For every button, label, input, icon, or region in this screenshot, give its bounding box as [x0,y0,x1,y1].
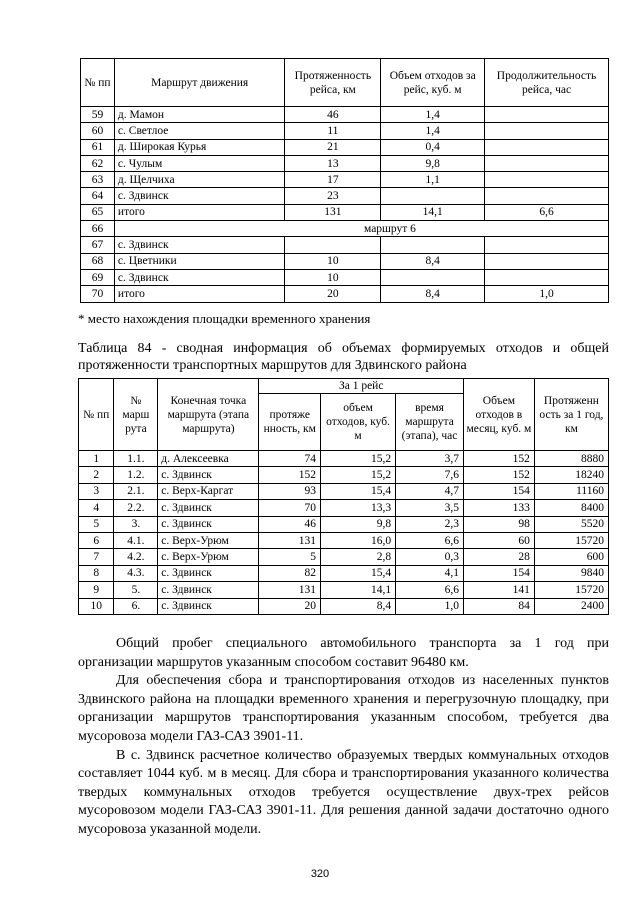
cell-route-no: 1.2. [114,467,158,483]
cell-endpoint: с. Здвинск [158,467,259,483]
cell-route-no: 6. [114,598,158,614]
table-row [79,598,609,614]
cell-year-length: 2400 [534,598,608,614]
cell-time: 3,5 [396,500,464,516]
table-row [79,549,609,565]
summary-table [78,378,609,615]
header-time: время маршрута (этапа), час [396,394,464,451]
cell-route: с. Здвинск [114,269,284,285]
cell-length: 46 [259,516,321,532]
cell-volume: 14,1 [381,204,485,220]
cell-month-volume: 133 [463,500,534,516]
cell-length: 21 [285,139,381,155]
cell-volume: 0,4 [381,139,485,155]
cell-duration: 6,6 [485,204,609,220]
header-per-trip: За 1 рейс [259,379,463,394]
cell-length: 82 [259,565,321,581]
cell-route-no: 4.1. [114,532,158,548]
cell-volume: 9,8 [381,155,485,171]
table-row [79,532,609,548]
table-header-row [81,59,609,107]
table-row [79,467,609,483]
cell-endpoint: с. Верх-Каргат [158,483,259,499]
cell-route: д. Широкая Курья [114,139,284,155]
header-route: Маршрут движения [114,59,284,107]
cell-year-length: 9840 [534,565,608,581]
table-row [81,107,609,123]
cell-month-volume: 152 [463,451,534,467]
cell-route: с. Здвинск [114,237,284,253]
header-duration: Продолжительность рейса, час [485,59,609,107]
cell-month-volume: 141 [463,582,534,598]
cell-length: 20 [259,598,321,614]
cell-route: с. Светлое [114,123,284,139]
cell-no: 66 [81,221,115,237]
table-header-row [79,379,609,394]
cell-volume [381,269,485,285]
cell-no: 5 [79,516,114,532]
table-row [81,139,609,155]
cell-duration [485,172,609,188]
cell-endpoint: д. Алексеевка [158,451,259,467]
cell-no: 69 [81,269,115,285]
cell-no: 64 [81,188,115,204]
cell-duration [485,188,609,204]
cell-duration [485,123,609,139]
cell-route-no: 1.1. [114,451,158,467]
page-number: 320 [310,868,330,880]
table-row [81,155,609,171]
table-row [81,123,609,139]
cell-month-volume: 84 [463,598,534,614]
cell-no: 67 [81,237,115,253]
cell-year-length: 15720 [534,582,608,598]
cell-length: 46 [285,107,381,123]
cell-year-length: 11160 [534,483,608,499]
paragraph: В с. Здвинск расчетное количество образуемых твердых коммунальных отходов составляет 1044 куб. м в месяц. Для сбора и транспортирования указанного количества твердых коммунальных отходов требуется осуществление двух-трех рейсов мусоровозом модели ГАЗ-САЗ 3901-11. Для решения данной задачи достаточно одного мусоровоза указанной модели. [78,747,609,837]
cell-length: 152 [259,467,321,483]
cell-length: 74 [259,451,321,467]
table-row [79,451,609,467]
cell-no: 3 [79,483,114,499]
cell-length [285,237,381,253]
cell-route: с. Здвинск [114,188,284,204]
cell-volume [381,237,485,253]
cell-no: 4 [79,500,114,516]
table-row [81,221,609,237]
cell-route: д. Щелчиха [114,172,284,188]
cell-duration [485,139,609,155]
cell-length: 131 [285,204,381,220]
table-caption: Таблица 84 - сводная информация об объемах формируемых отходов и общей протяженности транспортных маршрутов для Здвинского района [78,341,609,373]
cell-endpoint: с. Здвинск [158,565,259,581]
cell-length: 20 [285,286,381,302]
cell-no: 63 [81,172,115,188]
cell-year-length: 5520 [534,516,608,532]
cell-route: с. Чулым [114,155,284,171]
cell-endpoint: с. Здвинск [158,516,259,532]
cell-route-no: 2.2. [114,500,158,516]
header-length: Протяженность рейса, км [285,59,381,107]
header-volume: Объем отходов за рейс, куб. м [381,59,485,107]
cell-route: д. Мамон [114,107,284,123]
cell-month-volume: 60 [463,532,534,548]
cell-route: итого [114,286,284,302]
cell-volume: 9,8 [321,516,396,532]
cell-route-no: 5. [114,582,158,598]
header-month-volume: Объем отходов в месяц, куб. м [463,379,534,451]
cell-no: 70 [81,286,115,302]
table-row [79,483,609,499]
cell-no: 61 [81,139,115,155]
cell-length: 131 [259,532,321,548]
cell-volume: 8,4 [381,253,485,269]
cell-length: 11 [285,123,381,139]
cell-length: 131 [259,582,321,598]
cell-no: 2 [79,467,114,483]
cell-duration [485,253,609,269]
cell-duration [485,107,609,123]
header-endpoint: Конечная точка маршрута (этапа маршрута) [158,379,259,451]
cell-volume: 1,4 [381,123,485,139]
cell-year-length: 8400 [534,500,608,516]
cell-endpoint: с. Здвинск [158,598,259,614]
cell-time: 6,6 [396,582,464,598]
cell-volume: 1,4 [381,107,485,123]
cell-length: 17 [285,172,381,188]
header-no: № пп [79,379,114,451]
cell-time: 7,6 [396,467,464,483]
table-row [79,582,609,598]
table-row [81,253,609,269]
cell-route-no: 4.3. [114,565,158,581]
cell-volume: 15,4 [321,483,396,499]
table-row [79,500,609,516]
cell-volume [381,188,485,204]
cell-duration [485,237,609,253]
cell-no: 6 [79,532,114,548]
cell-route-no: 4.2. [114,549,158,565]
cell-route-no: 3. [114,516,158,532]
cell-volume: 15,4 [321,565,396,581]
cell-endpoint: с. Здвинск [158,500,259,516]
cell-no: 59 [81,107,115,123]
body-text [78,635,609,840]
routes-table [80,58,609,303]
cell-duration [485,269,609,285]
cell-volume: 15,2 [321,451,396,467]
cell-duration [485,155,609,171]
cell-volume: 1,1 [381,172,485,188]
cell-month-volume: 98 [463,516,534,532]
cell-volume: 13,3 [321,500,396,516]
cell-volume: 15,2 [321,467,396,483]
cell-year-length: 18240 [534,467,608,483]
cell-route-no: 2.1. [114,483,158,499]
cell-time: 4,7 [396,483,464,499]
paragraph: Общий пробег специального автомобильного транспорта за 1 год при организации маршрутов указанным способом составит 96480 км. [78,636,609,670]
cell-month-volume: 154 [463,565,534,581]
cell-volume: 14,1 [321,582,396,598]
cell-no: 65 [81,204,115,220]
cell-time: 2,3 [396,516,464,532]
cell-length: 10 [285,269,381,285]
table-row [81,269,609,285]
cell-no: 60 [81,123,115,139]
cell-length: 23 [285,188,381,204]
cell-duration: 1,0 [485,286,609,302]
cell-no: 9 [79,582,114,598]
cell-endpoint: с. Верх-Урюм [158,549,259,565]
cell-length: 10 [285,253,381,269]
cell-no: 8 [79,565,114,581]
table-row [79,565,609,581]
table-row [81,204,609,220]
cell-month-volume: 28 [463,549,534,565]
cell-endpoint: с. Здвинск [158,582,259,598]
cell-length: 13 [285,155,381,171]
cell-no: 62 [81,155,115,171]
cell-time: 0,3 [396,549,464,565]
cell-no: 68 [81,253,115,269]
cell-length: 93 [259,483,321,499]
cell-volume: 16,0 [321,532,396,548]
cell-year-length: 8880 [534,451,608,467]
cell-route-group: маршрут 6 [114,221,608,237]
cell-length: 5 [259,549,321,565]
table-row [81,237,609,253]
cell-route: итого [114,204,284,220]
header-volume: объем отходов, куб. м [321,394,396,451]
cell-no: 1 [79,451,114,467]
cell-length: 70 [259,500,321,516]
table-row [79,516,609,532]
cell-year-length: 15720 [534,532,608,548]
cell-no: 7 [79,549,114,565]
table-row [81,172,609,188]
table-row [81,286,609,302]
table-row [81,188,609,204]
cell-year-length: 600 [534,549,608,565]
cell-time: 1,0 [396,598,464,614]
header-year-length: Протяженн ость за 1 год, км [534,379,608,451]
header-length: протяже нность, км [259,394,321,451]
cell-no: 10 [79,598,114,614]
header-no: № пп [81,59,115,107]
footnote: * место нахождения площадки временного хранения [78,311,371,326]
cell-month-volume: 154 [463,483,534,499]
paragraph: Для обеспечения сбора и транспортирования отходов из населенных пунктов Здвинского района на площадки временного хранения и перегрузочную площадку, при организации маршрутов транспортирования указанным способом, требуется два мусоровоза модели ГАЗ-САЗ 3901-11. [78,673,609,744]
cell-route: с. Цветники [114,253,284,269]
cell-volume: 8,4 [321,598,396,614]
cell-time: 3,7 [396,451,464,467]
cell-month-volume: 152 [463,467,534,483]
cell-time: 6,6 [396,532,464,548]
cell-time: 4,1 [396,565,464,581]
header-route-no: № марш рута [114,379,158,451]
cell-volume: 8,4 [381,286,485,302]
cell-endpoint: с. Верх-Урюм [158,532,259,548]
cell-volume: 2,8 [321,549,396,565]
